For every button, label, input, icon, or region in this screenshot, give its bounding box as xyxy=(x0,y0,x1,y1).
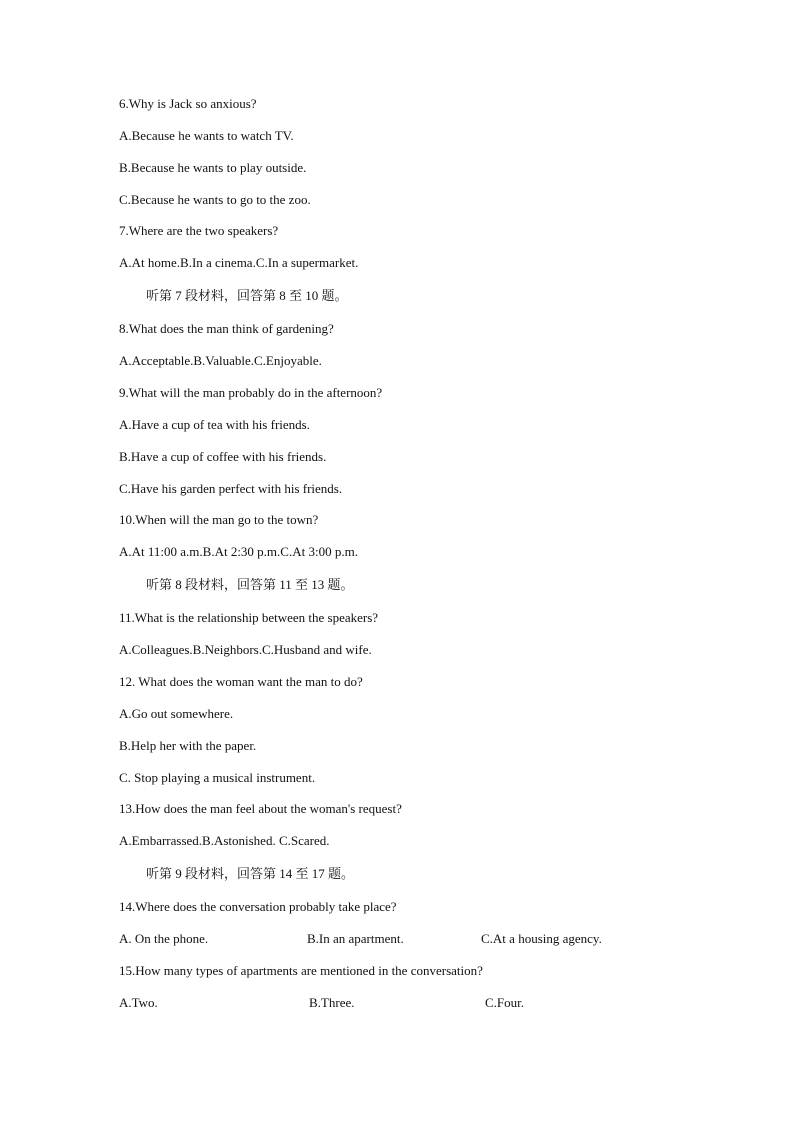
question-15: 15.How many types of apartments are mentioned in the conversation? xyxy=(119,963,483,978)
q14-option-b: B.In an apartment. xyxy=(307,931,404,946)
q15-option-b: B.Three. xyxy=(309,995,355,1010)
q14-option-a: A. On the phone. xyxy=(119,931,209,946)
q6-option-c: C.Because he wants to go to the zoo. xyxy=(119,192,311,207)
question-11: 11.What is the relationship between the speakers? xyxy=(119,610,379,625)
question-13: 13.How does the man feel about the woman's request? xyxy=(119,801,402,816)
question-8: 8.What does the man think of gardening? xyxy=(119,321,334,336)
q9-option-b: B.Have a cup of coffee with his friends. xyxy=(119,449,327,464)
q15-option-c: C.Four. xyxy=(485,995,525,1010)
q8-options: A.Acceptable.B.Valuable.C.Enjoyable. xyxy=(119,353,322,368)
q15-option-a: A.Two. xyxy=(119,995,158,1010)
question-14: 14.Where does the conversation probably take place? xyxy=(119,899,397,914)
section-heading-8: 听第 8 段材料，回答第 11 至 13 题。 xyxy=(146,577,354,592)
q14-options xyxy=(119,931,679,947)
q10-options: A.At 11:00 a.m.B.At 2:30 p.m.C.At 3:00 p.m. xyxy=(119,544,358,559)
section-heading-7: 听第 7 段材料，回答第 8 至 10 题。 xyxy=(146,288,348,303)
q15-options xyxy=(119,995,679,1011)
q9-option-a: A.Have a cup of tea with his friends. xyxy=(119,417,310,432)
q12-option-b: B.Help her with the paper. xyxy=(119,738,257,753)
q12-option-a: A.Go out somewhere. xyxy=(119,706,234,721)
q6-option-a: A.Because he wants to watch TV. xyxy=(119,128,294,143)
section-heading-9: 听第 9 段材料，回答第 14 至 17 题。 xyxy=(146,866,355,881)
question-7: 7.Where are the two speakers? xyxy=(119,223,279,238)
question-6: 6.Why is Jack so anxious? xyxy=(119,96,257,111)
q14-option-c: C.At a housing agency. xyxy=(481,931,602,946)
q12-option-c: C. Stop playing a musical instrument. xyxy=(119,770,316,785)
q6-option-b: B.Because he wants to play outside. xyxy=(119,160,307,175)
q9-option-c: C.Have his garden perfect with his friends. xyxy=(119,481,343,496)
q11-options: A.Colleagues.B.Neighbors.C.Husband and wife. xyxy=(119,642,372,657)
question-12: 12. What does the woman want the man to do? xyxy=(119,674,363,689)
q7-options: A.At home.B.In a cinema.C.In a supermarket. xyxy=(119,255,359,270)
question-9: 9.What will the man probably do in the afternoon? xyxy=(119,385,383,400)
question-10: 10.When will the man go to the town? xyxy=(119,512,319,527)
q13-options: A.Embarrassed.B.Astonished. C.Scared. xyxy=(119,833,330,848)
